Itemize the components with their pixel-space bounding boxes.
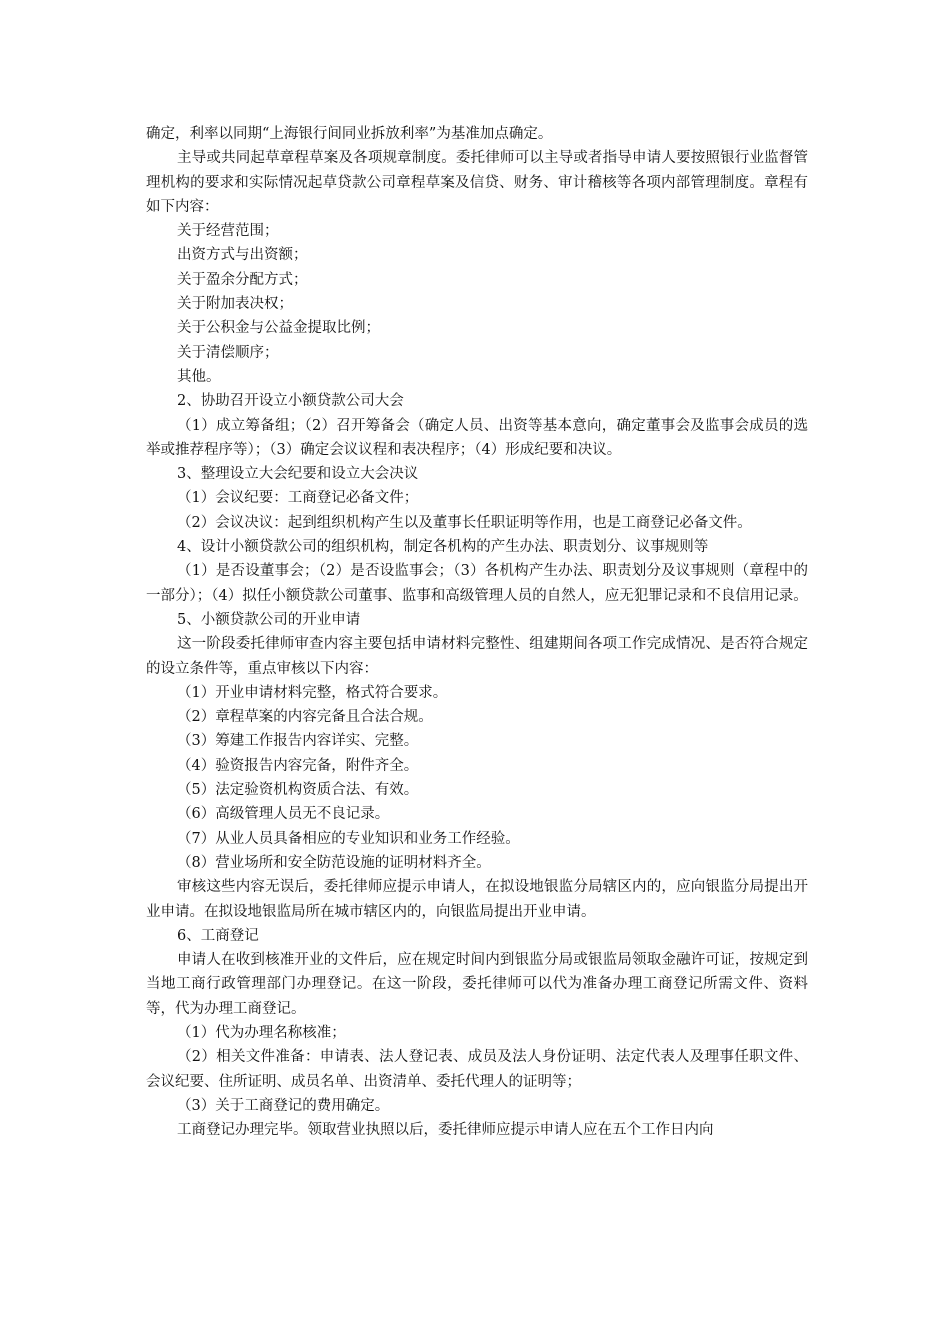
paragraph: 申请人在收到核准开业的文件后，应在规定时间内到银监分局或银监局领取金融许可证，按规定到当地工商行政管理部门办理登记。在这一阶段，委托律师可以代为准备办理工商登记所需文件、资料等，代为办理工商登记。 xyxy=(146,952,808,1017)
list-item: （3）关于工商登记的费用确定。 xyxy=(177,1097,390,1114)
paragraph: 确定，利率以同期“上海银行间同业拆放利率”为基准加点确定。 xyxy=(146,126,553,142)
section-heading: 6、工商登记 xyxy=(177,927,259,944)
section-heading: 2、协助召开设立小额贷款公司大会 xyxy=(177,393,404,410)
list-item: 关于经营范围； xyxy=(177,223,279,240)
list-item: （3）筹建工作报告内容详实、完整。 xyxy=(177,733,419,750)
list-item: （2）相关文件准备：申请表、法人登记表、成员及法人身份证明、法定代表人及理事任职文件、会议纪要、住所证明、成员名单、出资清单、委托代理人的证明等； xyxy=(146,1049,808,1090)
list-item: （5）法定验资机构资质合法、有效。 xyxy=(177,782,419,799)
list-item: （1）代为办理名称核准； xyxy=(177,1024,346,1041)
list-item: （6）高级管理人员无不良记录。 xyxy=(177,806,390,823)
section-heading: 5、小额贷款公司的开业申请 xyxy=(177,611,361,628)
list-item: 关于附加表决权； xyxy=(177,296,293,313)
list-item: （2）章程草案的内容完备且合法合规。 xyxy=(177,709,433,726)
paragraph: 工商登记办理完毕。领取营业执照以后，委托律师应提示申请人应在五个工作日内向 xyxy=(177,1122,714,1139)
paragraph: 审核这些内容无误后，委托律师应提示申请人，在拟设地银监分局辖区内的，应向银监分局提出开业申请。在拟设地银监局所在城市辖区内的，向银监局提出开业申请。 xyxy=(146,879,808,920)
section-heading: 3、整理设立大会纪要和设立大会决议 xyxy=(177,466,419,483)
list-item: 关于清偿顺序； xyxy=(177,344,279,361)
list-item: （2）会议决议：起到组织机构产生以及董事长任职证明等作用，也是工商登记必备文件。 xyxy=(177,514,752,531)
list-item: （4）验资报告内容完备，附件齐全。 xyxy=(177,757,419,774)
list-item: （8）营业场所和安全防范设施的证明材料齐全。 xyxy=(177,854,491,871)
paragraph: （1）成立筹备组；（2）召开筹备会（确定人员、出资等基本意向，确定董事会及监事会成员的选举或推荐程序等）；（3）确定会议议程和表决程序；（4）形成纪要和决议。 xyxy=(146,417,808,458)
list-item: 关于盈余分配方式； xyxy=(177,271,308,288)
paragraph: 这一阶段委托律师审查内容主要包括申请材料完整性、组建期间各项工作完成情况、是否符合规定的设立条件等，重点审核以下内容： xyxy=(146,636,808,677)
list-item: （7）从业人员具备相应的专业知识和业务工作经验。 xyxy=(177,830,520,847)
document-body xyxy=(146,122,808,1142)
list-item: 其他。 xyxy=(177,368,221,385)
list-item: 关于公积金与公益金提取比例； xyxy=(177,320,380,337)
list-item: （1）会议纪要：工商登记必备文件； xyxy=(177,490,419,507)
section-heading: 4、设计小额贷款公司的组织机构，制定各机构的产生办法、职责划分、议事规则等 xyxy=(177,539,709,556)
list-item: （1）开业申请材料完整，格式符合要求。 xyxy=(177,684,448,701)
paragraph: 主导或共同起草章程草案及各项规章制度。委托律师可以主导或者指导申请人要按照银行业监督管理机构的要求和实际情况起草贷款公司章程草案及信贷、财务、审计稽核等各项内部管理制度。章程有如下内容： xyxy=(146,150,808,215)
paragraph: （1）是否设董事会；（2）是否设监事会；（3）各机构产生办法、职责划分及议事规则（章程中的一部分）；（4）拟任小额贷款公司董事、监事和高级管理人员的自然人，应无犯罪记录和不良信用记录。 xyxy=(146,563,808,604)
list-item: 出资方式与出资额； xyxy=(177,247,308,264)
